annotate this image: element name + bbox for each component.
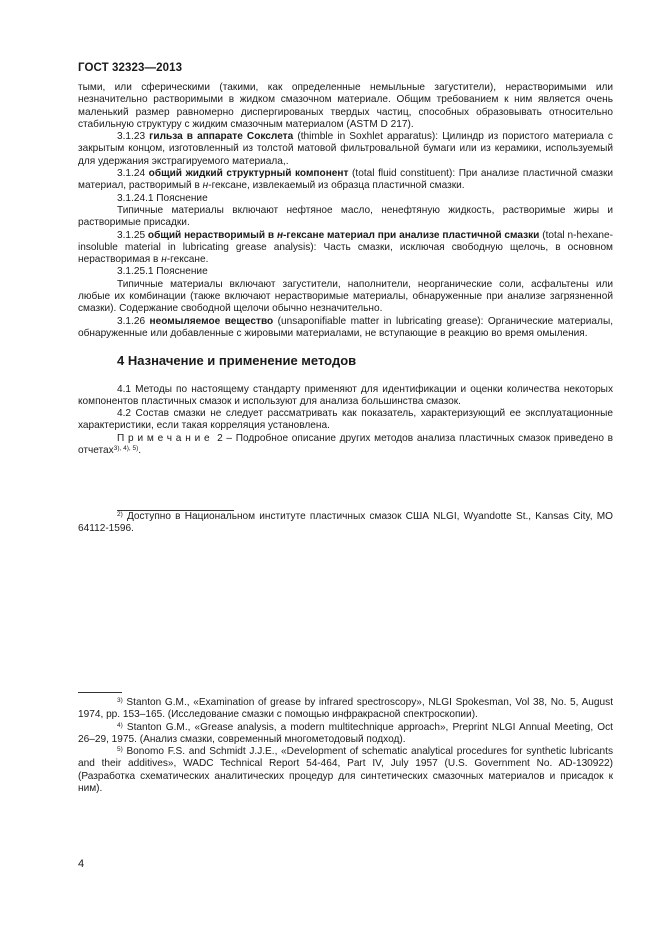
footnote-mark: 5) [117,746,123,754]
page-number: 4 [78,858,85,870]
definition-term [148,230,539,241]
note-text-3-1-24-1: Типичные материалы включают нефтяное масло, ненефтяную жидкость, растворимые жиры и растворимые присадки. [78,204,613,229]
definition-text: -гексане, извлекаемый из образца пластичной смазки. [208,180,465,192]
definition-text: -гексане. [166,254,209,266]
definition-3-1-25 [78,230,613,267]
footnote-5 [78,746,613,795]
note-text: – Подробное описание других методов анализа пластичных смазок приведено в отчетах [78,432,613,457]
term-part: -гексане материал при анализе пластичной смазки [283,229,540,241]
footnote-text: Stanton G.M., «Grease analysis, a modern multitechnique approach», Preprint NLGI Annual Meeting, Oct 26–29, 1975. (Анализ смазки, современный многометодовый подход). [78,721,613,745]
footnote-3 [78,697,613,722]
note-label: Примечание [117,432,214,444]
note-number: 2 [217,432,223,444]
italic-n: н [202,180,209,192]
footnote-mark: 2) [117,511,123,518]
definition-number: 3.1.23 [117,131,146,143]
footnote-mark: 3) [117,697,123,704]
term-part: общий нерастворимый в [147,229,277,241]
paragraph-4-1: 4.1 Методы по настоящему стандарту применяют для идентификации и оценки количества некоторых компонентов пластичных смазок и используют для анализа большинства смазок. [78,383,613,407]
note-text-3-1-25-1: Типичные материалы включают загустители, наполнители, неорганические соли, асфальтены или любые их комбинации (также включают нерастворимые материалы, обнаруженные при анализе загрязненной смазки). Содержание свободной щелочи обычно незначительно. [78,278,613,315]
footnote-2 [78,511,613,536]
definition-3-1-26 [78,316,613,341]
definition-number: 3.1.24 [117,168,146,180]
footnote-refs: 3), 4), 5) [113,445,139,453]
definition-text: (unsaponifiable matter in lubricating grease): Органические материалы, обнаруженные или добавленные с жировыми материалами, не вступающие в реакцию во время омыления. [78,315,613,339]
note-heading-3-1-25-1: 3.1.25.1 Пояснение [117,266,208,278]
definition-number: 3.1.25 [117,229,146,241]
footnotes-bottom [78,697,613,795]
note-end: . [138,445,142,457]
main-text [78,82,613,457]
definition-text: (total n-hexane-insoluble material in lubricating grease analysis): Часть смазки, исключая свободную щелочь, в основном нерастворимая в [78,229,613,266]
footnote-text: Доступно в Национальном институте пластичных смазок США NLGI, Wyandotte St., Kansas City, MO 64112-1596. [78,511,613,535]
definition-term: гильза в аппарате Сокслета [149,131,294,143]
definition-number: 3.1.26 [117,315,146,327]
definition-text: (thimble in Soxhlet apparatus): Цилиндр из пористого материала с закрытым концом, изготовленный из толстой матовой фильтровальной бумаги или из керамики, используемый для удержания экстрагируемого материала,. [78,131,613,167]
definition-text: (total fluid constituent): При анализе пластичной смазки материал, растворимый в [78,168,613,192]
section-heading: 4 Назначение и применение методов [117,353,357,369]
footnote-text: Bonomo F.S. and Schmidt J.J.E., «Development of schematic analytical procedures for synthetic lubricants and their additives», WADC Technical Report 54-464, Part IV, July 1957 (U.S. Government No. AD-130922) (Разработка схематических аналитических процедур для синтетических смазочных материалов и присадок к ним). [78,746,613,795]
footnote-4 [78,722,613,747]
italic-n: н [276,229,284,241]
note-2 [78,433,613,458]
definition-term: неомыляемое вещество [149,315,274,327]
footnote-divider [78,692,122,693]
note-heading-3-1-24-1: 3.1.24.1 Пояснение [117,192,208,204]
paragraph-4-2: 4.2 Состав смазки не следует рассматривать как показатель, характеризующий ее эксплуатационные характеристики, если такая корреляция установлена. [78,408,613,432]
definition-3-1-24 [78,168,613,193]
italic-n: н [161,254,167,266]
definition-term: общий жидкий структурный компонент [148,168,349,180]
footnote-mark: 4) [117,721,123,729]
paragraph-continuation: тыми, или сферическими (такими, как определенные немыльные загустители), нерастворимыми или незначительно растворимыми в жидком смазочном материале. Общим требованием к ним является очень маленький размер равномерно диспергированых твердых частиц, способных образовывать относительно стабильную структуру с жидким смазочным материалом (ASTM D 217). [78,82,613,130]
document-header: ГОСТ 32323—2013 [78,62,183,74]
definition-3-1-23 [78,131,613,168]
footnote-text: Stanton G.M., «Examination of grease by infrared spectroscopy», NLGI Spokesman, Vol 38, No. 5, August 1974, pp. 153–165. (Исследование смазки с помощью инфракрасной спектроскопии). [78,697,613,721]
